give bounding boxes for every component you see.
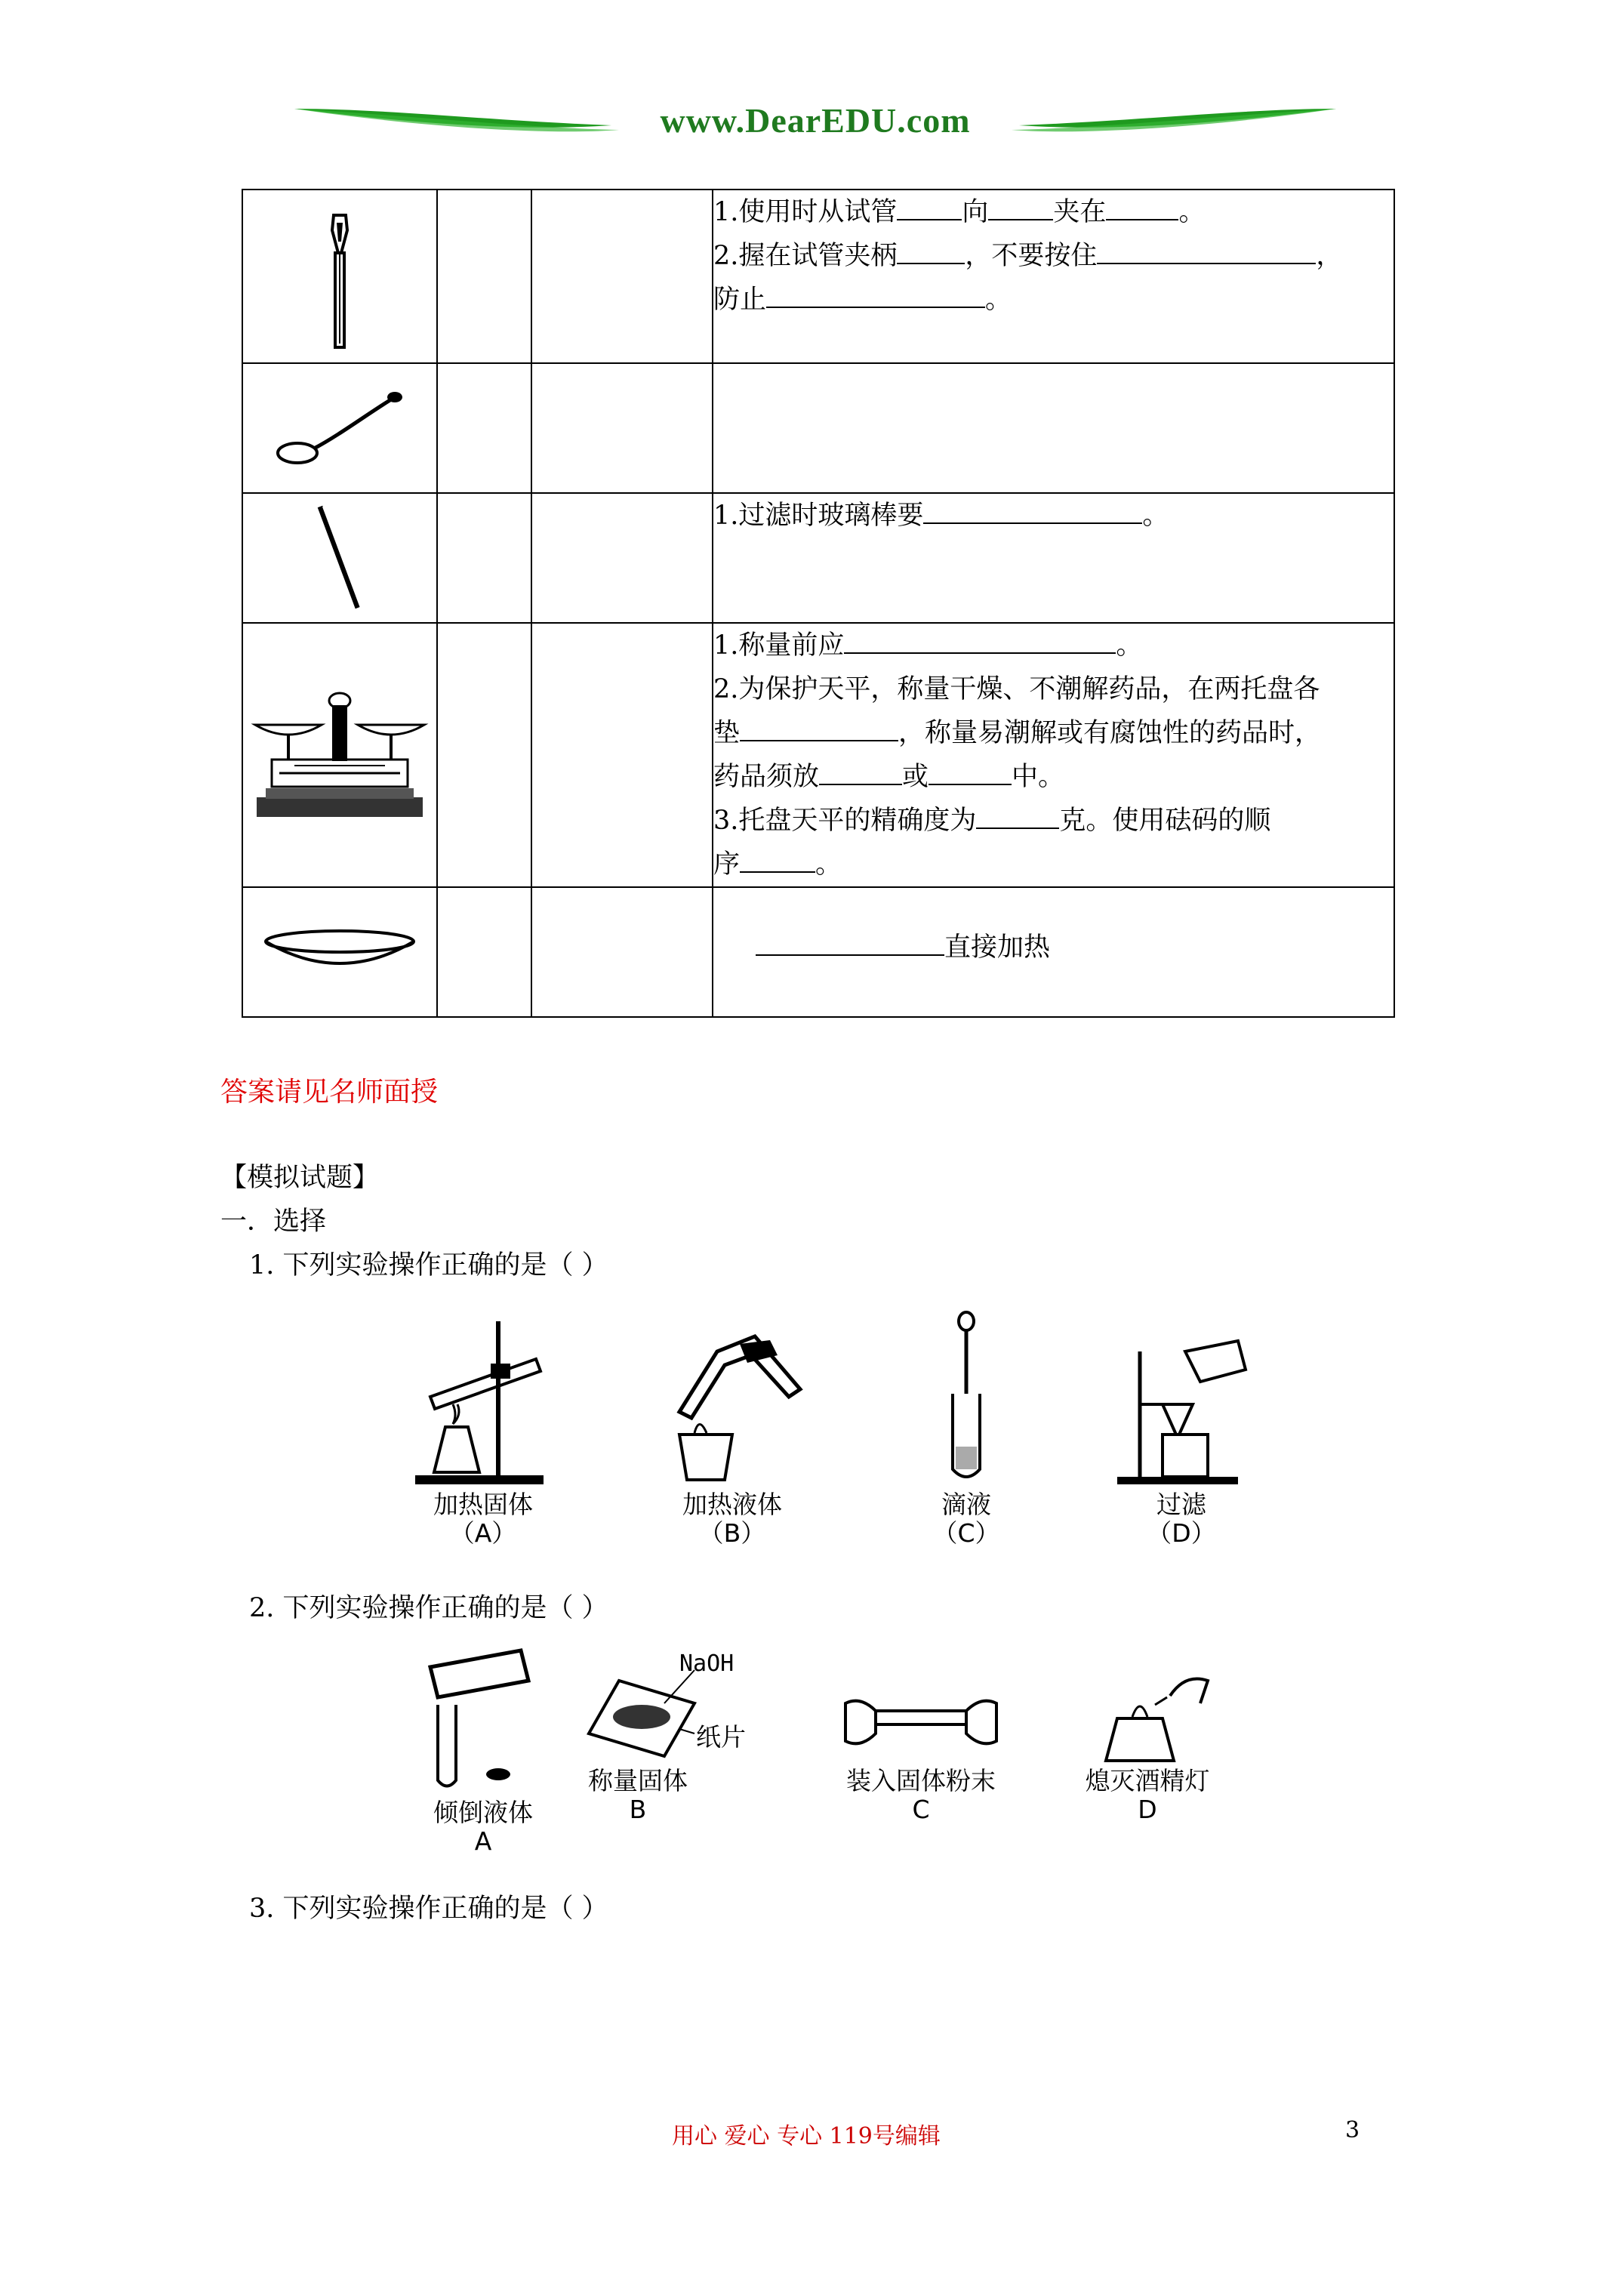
option-b[interactable]: [581, 1650, 762, 1824]
glass-rod-icon: [310, 501, 370, 614]
apparatus-table: [242, 189, 1395, 1018]
evaporating-dish-icon: [260, 925, 419, 978]
filtering-icon: [1110, 1336, 1253, 1487]
fill-blank[interactable]: [897, 192, 962, 220]
blank-cell: [531, 887, 713, 1017]
dropping-liquid-icon: [913, 1311, 1019, 1487]
usage-notes-cell: 1.称量前应 。 2.为保护天平，称量干燥、不潮解药品，在两托盘各 垫 ，称量易潮解或有腐蚀性的药品时， 药品须放 或 中。 3.托盘天平的精确度为 克。使用砝码的顺 序 。: [713, 623, 1394, 887]
fill-blank[interactable]: [1097, 236, 1316, 264]
fill-blank[interactable]: [929, 757, 1012, 785]
option-a[interactable]: [408, 1644, 559, 1856]
option-letter: D: [1138, 1795, 1157, 1824]
fill-blank[interactable]: [740, 844, 815, 873]
test-tube-clamp-icon: [317, 200, 362, 351]
option-b[interactable]: [649, 1321, 815, 1548]
option-letter: A: [474, 1826, 492, 1856]
heating-liquid-icon: [649, 1321, 815, 1487]
blank-cell: [531, 190, 713, 363]
fill-blank[interactable]: [976, 800, 1059, 829]
usage-notes-cell: 1.过滤时玻璃棒要 。: [713, 493, 1394, 623]
usage-notes-cell: [713, 363, 1394, 493]
option-label: 熄灭酒精灯: [1085, 1766, 1210, 1795]
balance-scale-icon: [249, 684, 430, 820]
table-row: [242, 363, 1394, 493]
loading-powder-icon: [830, 1688, 1012, 1764]
apparatus-image-cell: [242, 887, 437, 1017]
answer-note: 答案请见名师面授: [220, 1077, 439, 1108]
option-label: 加热固体: [433, 1490, 533, 1519]
option-label: 加热液体: [682, 1490, 782, 1519]
fill-blank[interactable]: [897, 236, 965, 264]
blank-cell: [437, 190, 531, 363]
option-label: 装入固体粉末: [846, 1766, 996, 1795]
header-banner: [294, 98, 1336, 143]
question-stem: 2. 下列实验操作正确的是（ ）: [249, 1593, 608, 1623]
option-label: 称量固体: [588, 1766, 688, 1795]
fill-blank[interactable]: [1106, 192, 1178, 220]
option-label: 倾倒液体: [433, 1798, 533, 1827]
option-letter: C: [912, 1795, 930, 1824]
apparatus-image-cell: [242, 623, 437, 887]
usage-notes-cell: 1.使用时从试管 向 夹在 。 2.握在试管夹柄 ，不要按住 ， 防止 。: [713, 190, 1394, 363]
option-label: 过滤: [1156, 1490, 1206, 1519]
fill-blank[interactable]: [766, 279, 985, 308]
fill-blank[interactable]: [988, 192, 1053, 220]
medicine-spoon-icon: [272, 382, 408, 473]
blank-cell: [531, 493, 713, 623]
option-d[interactable]: [1110, 1336, 1253, 1548]
option-letter: B: [629, 1795, 647, 1824]
option-c[interactable]: [913, 1311, 1019, 1548]
page-number: 3: [1345, 2117, 1360, 2143]
option-letter: （A）: [449, 1518, 517, 1548]
option-letter: （B）: [698, 1518, 766, 1548]
option-d[interactable]: [1072, 1666, 1223, 1824]
blank-cell: [437, 493, 531, 623]
option-letter: （D）: [1147, 1518, 1216, 1548]
naoh-tag: NaOH: [679, 1650, 735, 1677]
blank-cell: [531, 363, 713, 493]
fill-blank[interactable]: [740, 713, 898, 741]
option-a[interactable]: [408, 1314, 559, 1548]
site-title: www.DearEDU.com: [660, 101, 971, 140]
blank-cell: [531, 623, 713, 887]
footer-text: 用心 爱心 专心 119号编辑: [672, 2123, 941, 2150]
apparatus-image-cell: [242, 190, 437, 363]
option-letter: （C）: [932, 1518, 1000, 1548]
blank-cell: [437, 623, 531, 887]
question-stem: 1. 下列实验操作正确的是（ ）: [249, 1250, 608, 1281]
option-label: 滴液: [941, 1490, 991, 1519]
usage-notes-cell: 直接加热: [713, 887, 1394, 1017]
table-row: [242, 493, 1394, 623]
section-title: 【模拟试题】: [220, 1163, 380, 1193]
fill-blank[interactable]: [819, 757, 902, 785]
fill-blank[interactable]: [756, 927, 944, 956]
table-row: [242, 623, 1394, 887]
blank-cell: [437, 363, 531, 493]
fill-blank[interactable]: [923, 495, 1142, 524]
paper-tag: 纸片: [696, 1722, 746, 1752]
part-title: 一．选择: [220, 1207, 327, 1237]
table-row: [242, 887, 1394, 1017]
pouring-liquid-icon: [408, 1644, 559, 1795]
blank-cell: [437, 887, 531, 1017]
fill-blank[interactable]: [844, 625, 1116, 654]
extinguishing-lamp-icon: [1072, 1666, 1223, 1764]
table-row: [242, 190, 1394, 363]
option-c[interactable]: [830, 1688, 1012, 1824]
heating-solid-icon: [408, 1314, 559, 1487]
question-stem: 3. 下列实验操作正确的是（ ）: [249, 1894, 608, 1924]
apparatus-image-cell: [242, 493, 437, 623]
apparatus-image-cell: [242, 363, 437, 493]
